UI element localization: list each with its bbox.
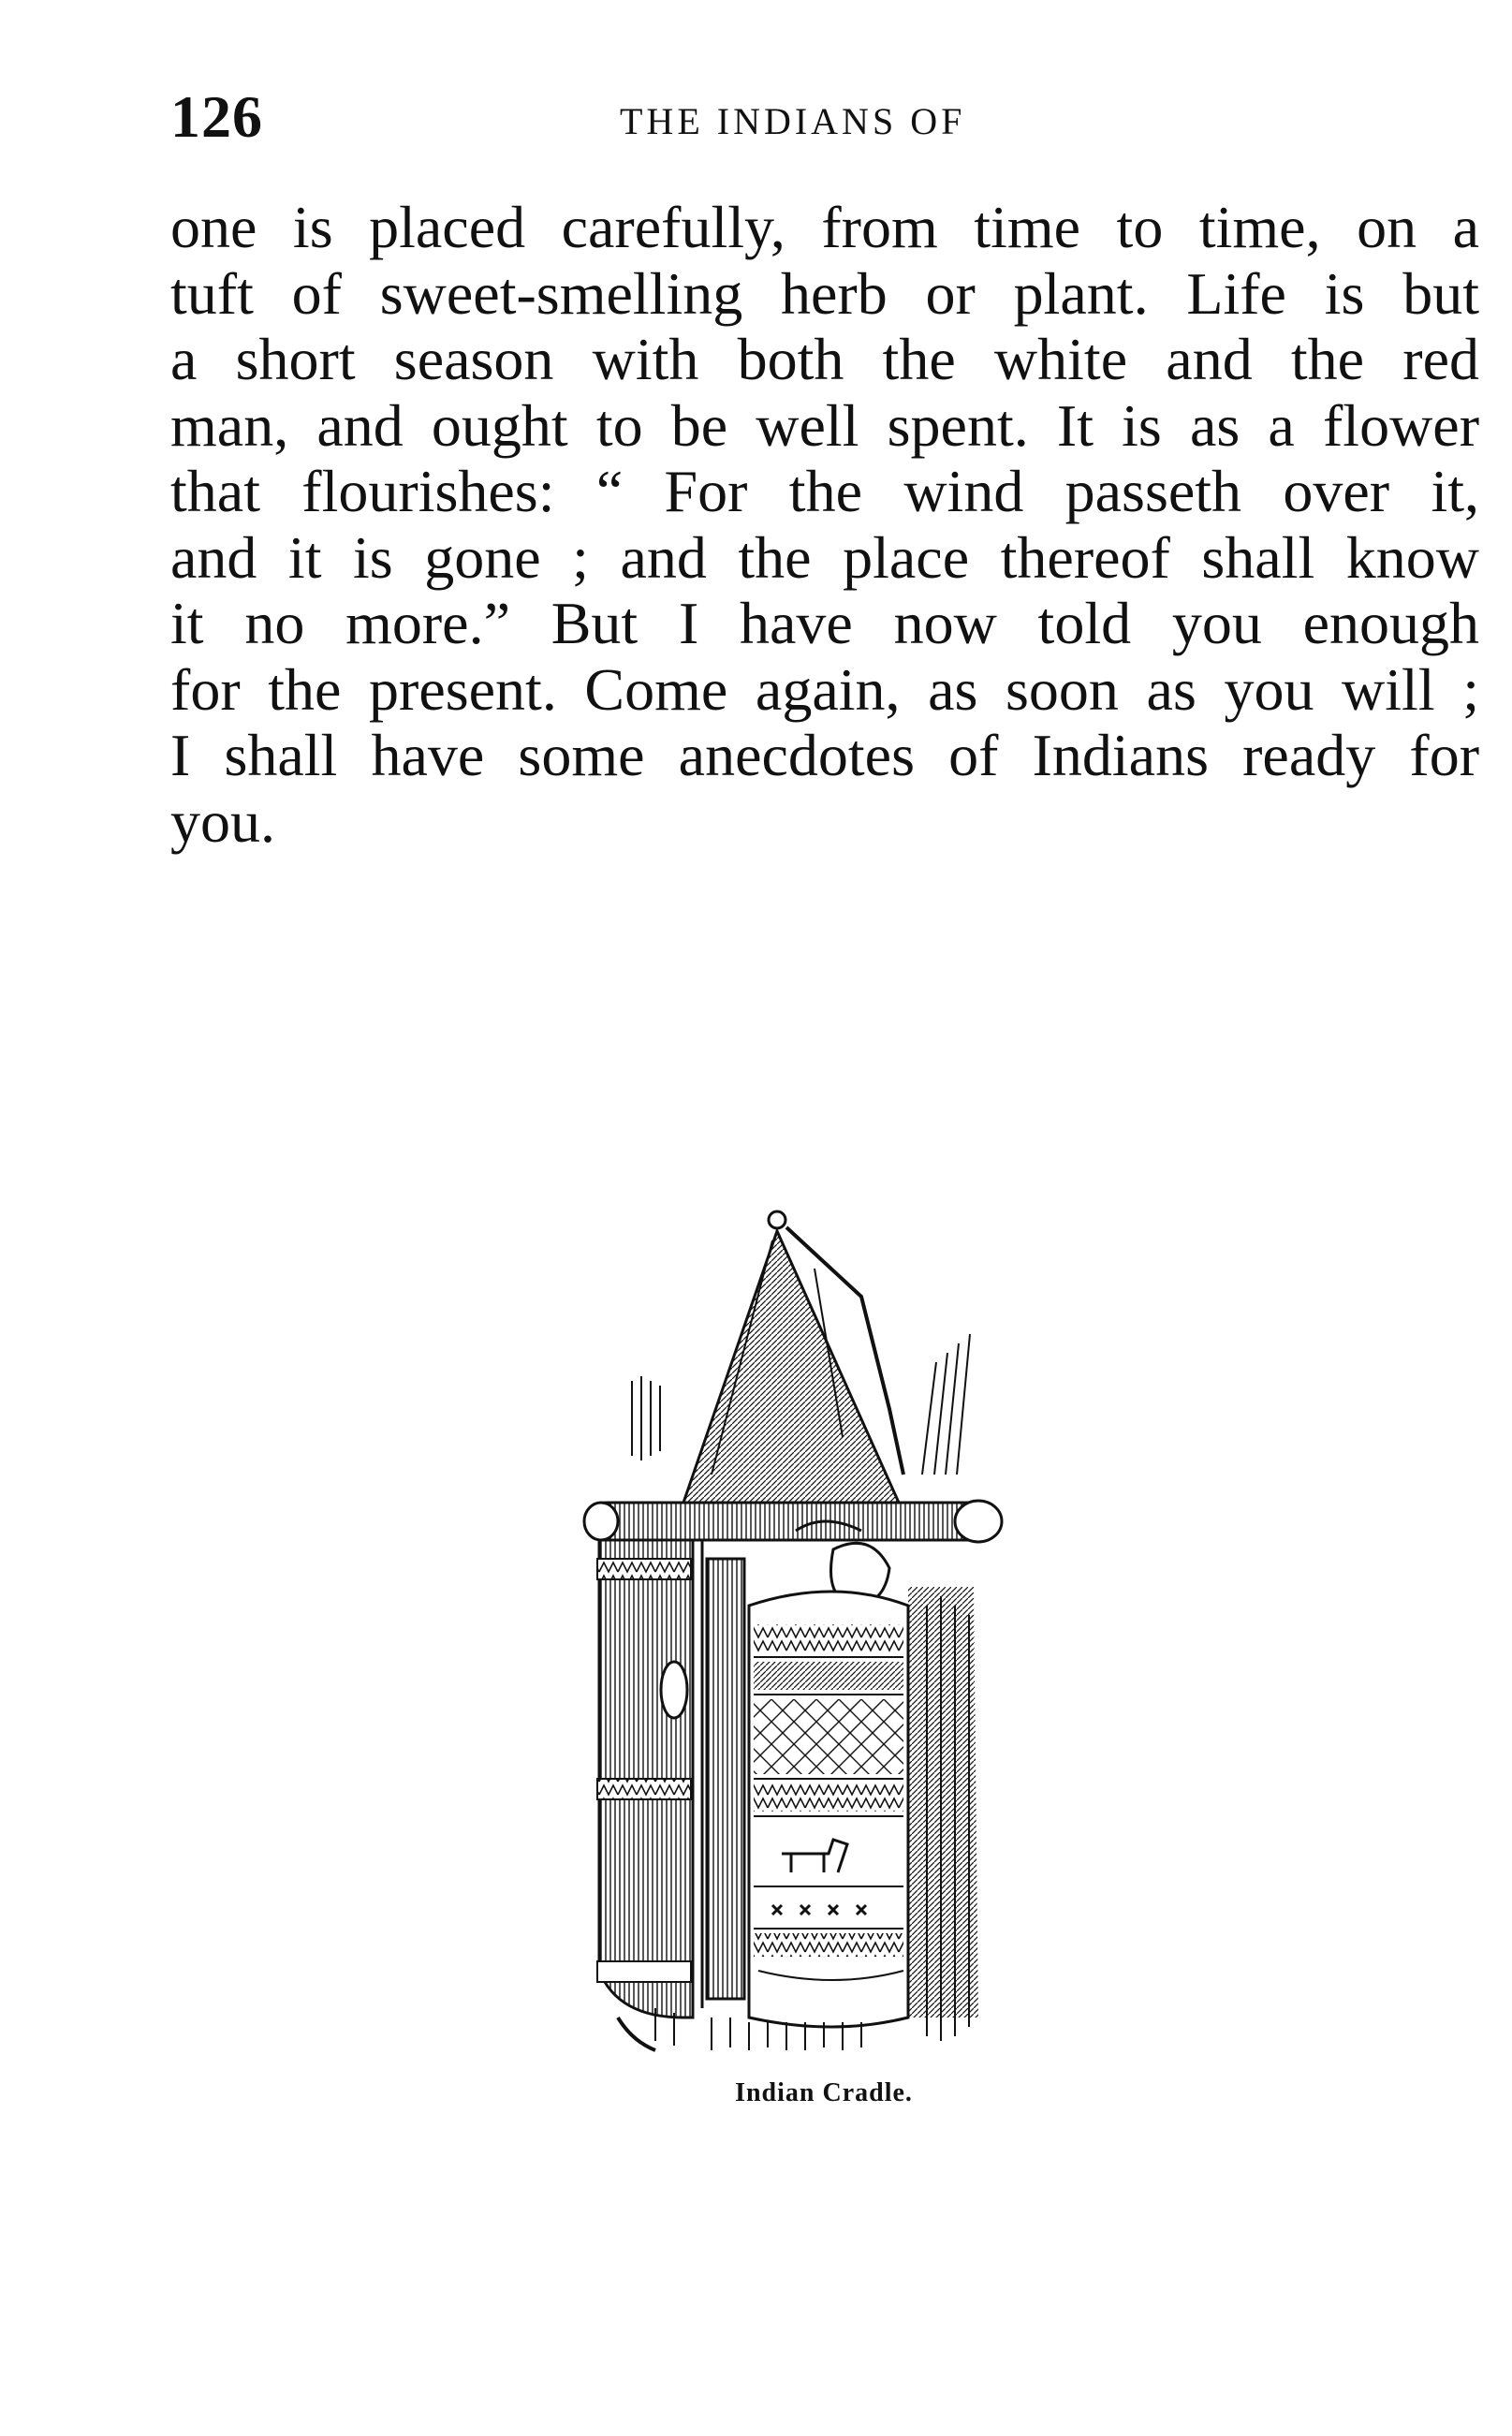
cradle-hood	[683, 1211, 903, 1503]
text-line: tuft of sweet-smelling herb or plant. Life is but	[170, 259, 1479, 327]
page-number: 126	[170, 83, 263, 150]
text-line: and it is gone ; and the place thereof shall know	[170, 523, 1479, 591]
text-line: you.	[170, 787, 275, 855]
running-head	[170, 82, 1481, 157]
cradle-frame	[597, 1540, 744, 2018]
text-line: for the present. Come again, as soon as you will ;	[170, 655, 1479, 723]
text-line: I shall have some anecdotes of Indians ready for	[170, 722, 1479, 788]
figure-caption: Indian Cradle.	[735, 2078, 913, 2107]
embroidered-wrap	[749, 1592, 908, 2027]
text-line: man, and ought to be well spent. It is as a flower	[170, 391, 1479, 459]
text-line: it no more.” But I have now told you enough	[170, 590, 1479, 656]
cradle-illustration	[580, 1194, 1067, 2055]
running-title: THE INDIANS OF	[620, 100, 966, 142]
text-line: one is placed carefully, from time to time, on a	[170, 194, 1479, 260]
text-line: that flourishes: “ For the wind passeth over it,	[170, 458, 1479, 524]
body-text	[170, 195, 1479, 855]
cradle-hoop	[584, 1501, 1002, 1542]
text-line: a short season with both the white and the red	[170, 326, 1479, 392]
